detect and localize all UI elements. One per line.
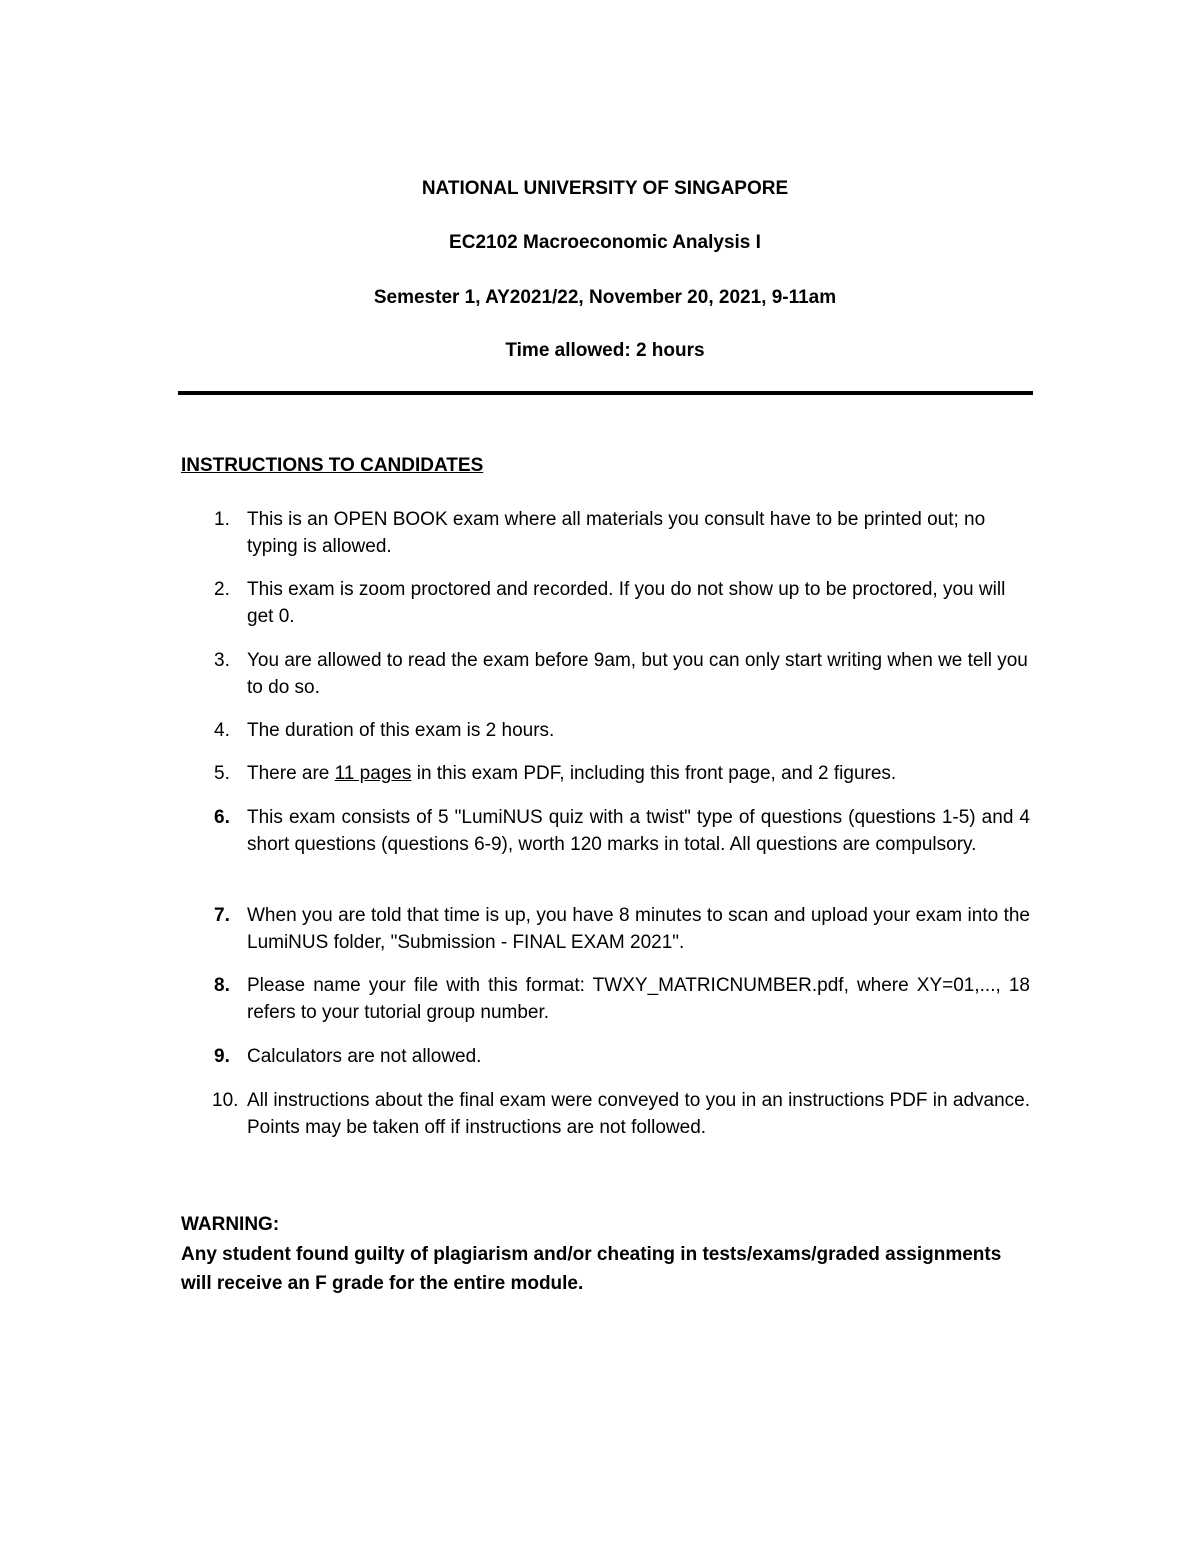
item-text: Calculators are not allowed.	[247, 1046, 482, 1067]
item-number: 8.	[214, 975, 230, 996]
item-number: 2.	[214, 579, 230, 600]
item-text	[247, 760, 1030, 787]
horizontal-rule	[178, 391, 1033, 395]
item-text-part: There are	[247, 763, 335, 784]
item-number: 3.	[214, 650, 230, 671]
semester-line: Semester 1, AY2021/22, November 20, 2021, 9-11am	[373, 287, 837, 308]
page-count-underlined: 11 pages	[334, 763, 412, 784]
item-text: This exam consists of 5 "LumiNUS quiz with a twist" type of questions (questions 1-5) and 4 short questions (questions 6-9), worth 120 marks in total. All questions are compulsory.	[247, 807, 1030, 855]
university-name: NATIONAL UNIVERSITY OF SINGAPORE	[421, 178, 789, 199]
item-text: This is an OPEN BOOK exam where all materials you consult have to be printed out; no typing is allowed.	[247, 509, 986, 557]
item-number: 5.	[214, 763, 230, 784]
item-text: This exam is zoom proctored and recorded. If you do not show up to be proctored, you will get 0.	[247, 579, 1006, 627]
item-number: 1.	[214, 509, 230, 530]
warning-text: Any student found guilty of plagiarism and/or cheating in tests/exams/graded assignments will receive an F grade for the entire module.	[181, 1244, 1002, 1294]
course-title: EC2102 Macroeconomic Analysis I	[449, 232, 761, 253]
item-number: 10.	[212, 1090, 239, 1111]
item-text-part: in this exam PDF, including this front page, and 2 figures.	[411, 763, 897, 784]
instructions-heading: INSTRUCTIONS TO CANDIDATES	[181, 455, 484, 476]
item-text: When you are told that time is up, you have 8 minutes to scan and upload your exam into the LumiNUS folder, "Submission - FINAL EXAM 2021".	[247, 905, 1030, 953]
item-number: 9.	[214, 1046, 230, 1067]
warning-heading: WARNING:	[181, 1214, 280, 1235]
time-allowed: Time allowed: 2 hours	[505, 340, 705, 361]
item-number: 6.	[214, 807, 230, 828]
item-text: All instructions about the final exam were conveyed to you in an instructions PDF in advance. Points may be taken off if instructions are not followed.	[247, 1090, 1030, 1138]
item-text: The duration of this exam is 2 hours.	[247, 720, 555, 741]
item-number: 7.	[214, 905, 230, 926]
item-text: You are allowed to read the exam before 9am, but you can only start writing when we tell you to do so.	[247, 650, 1028, 698]
item-number: 4.	[214, 720, 230, 741]
item-text: Please name your file with this format: TWXY_MATRICNUMBER.pdf, where XY=01,..., 18 refers to your tutorial group number.	[247, 975, 1030, 1023]
